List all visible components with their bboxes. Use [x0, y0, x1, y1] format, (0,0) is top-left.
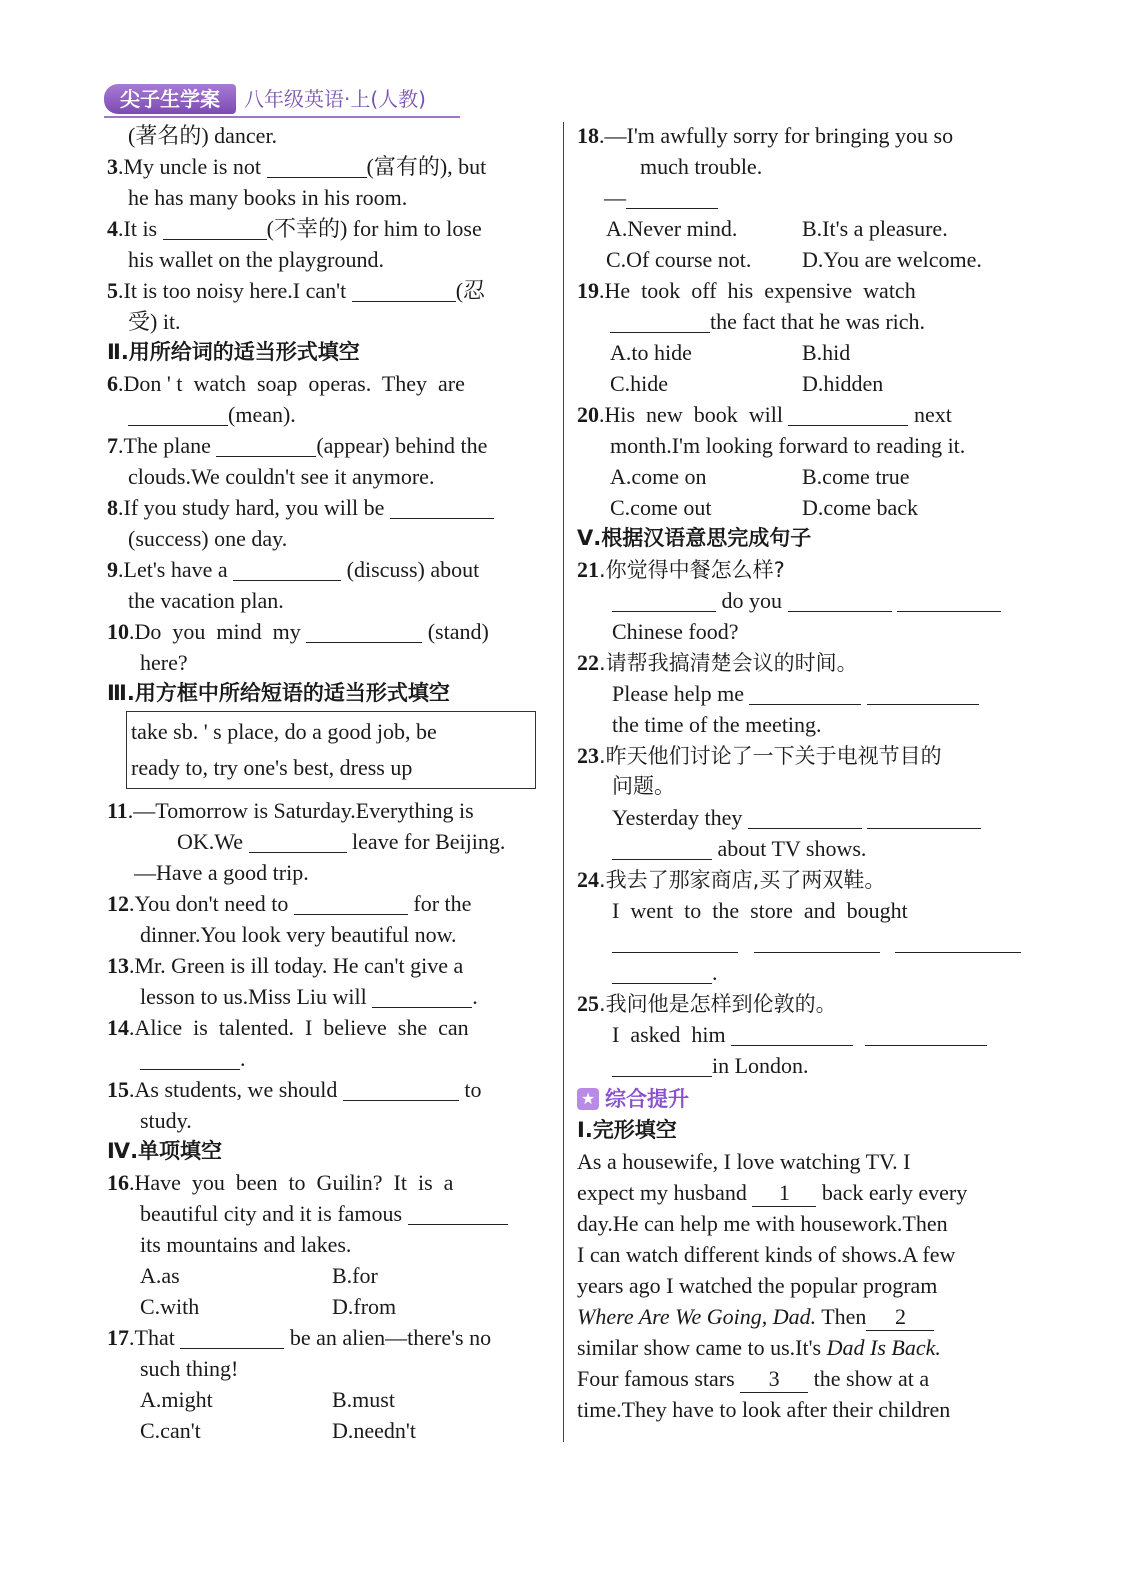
question-22: 22.请帮我搞清楚会议的时间。 [577, 650, 858, 675]
section-I-heading: Ⅰ.完形填空 [577, 1117, 677, 1142]
option-b[interactable]: B.come true [802, 464, 910, 489]
section-5-heading: Ⅴ.根据汉语意思完成句子 [577, 526, 812, 550]
answer-blank[interactable] [865, 1021, 987, 1046]
answer-blank[interactable] [233, 556, 341, 581]
question-14: 14.Alice is talented. I believe she can [107, 1015, 469, 1040]
answer-blank[interactable] [612, 959, 712, 984]
answer-blank[interactable] [895, 928, 1021, 953]
answer-blank[interactable] [867, 680, 979, 705]
option-a[interactable]: A.as [140, 1263, 180, 1288]
answer-blank[interactable] [610, 308, 710, 333]
q2-continuation: (著名的) dancer. [128, 123, 278, 148]
answer-blank[interactable] [612, 1052, 712, 1077]
option-d[interactable]: D.You are welcome. [802, 247, 982, 272]
answer-blank[interactable] [128, 401, 228, 426]
option-b[interactable]: B.It's a pleasure. [802, 216, 948, 241]
section-2-heading: Ⅱ.用所给词的适当形式填空 [107, 340, 360, 364]
comprehensive-section-tag: ★ 综合提升 [577, 1084, 689, 1115]
answer-blank[interactable] [249, 828, 347, 853]
question-13: 13.Mr. Green is ill today. He can't give a [107, 953, 464, 978]
answer-blank[interactable] [749, 680, 861, 705]
question-9: 9.Let's have a (discuss) about [107, 557, 480, 582]
answer-blank[interactable] [731, 1021, 853, 1046]
section-3-heading: Ⅲ.用方框中所给短语的适当形式填空 [107, 681, 450, 705]
option-d[interactable]: D.from [332, 1294, 397, 1319]
question-18: 18.—I'm awfully sorry for bringing you so [577, 123, 954, 148]
question-5: 5.It is too noisy here.I can't (忍 [107, 278, 486, 303]
answer-blank[interactable] [408, 1200, 508, 1225]
answer-blank[interactable] [180, 1324, 284, 1349]
option-d[interactable]: D.come back [802, 495, 919, 520]
question-17: 17.That be an alien—there's no [107, 1325, 492, 1350]
column-divider [563, 122, 564, 1442]
cloze-blank-1[interactable]: 1 [752, 1180, 816, 1207]
option-c[interactable]: C.can't [140, 1418, 201, 1443]
question-8: 8.If you study hard, you will be [107, 492, 551, 523]
answer-blank[interactable] [754, 928, 880, 953]
question-16: 16.Have you been to Guilin? It is a [107, 1170, 454, 1195]
question-11: 11.—Tomorrow is Saturday.Everything is [107, 798, 474, 823]
question-7: 7.The plane (appear) behind the [107, 433, 488, 458]
answer-blank[interactable] [352, 277, 456, 302]
option-b[interactable]: B.hid [802, 340, 851, 365]
answer-blank[interactable] [294, 890, 408, 915]
brand-logo: 尖子生学案 [104, 84, 236, 114]
cloze-blank-3[interactable]: 3 [740, 1366, 808, 1393]
option-a[interactable]: A.to hide [610, 340, 692, 365]
answer-blank[interactable] [390, 494, 494, 519]
question-21: 21.你觉得中餐怎么样? [577, 557, 785, 582]
answer-blank[interactable] [788, 401, 908, 426]
question-24: 24.我去了那家商店,买了两双鞋。 [577, 867, 886, 892]
subject-title: 八年级英语·上(人教) [244, 87, 426, 111]
left-column: (著名的) dancer. 3.My uncle is not (富有的), but he has many books in his room. 4.It is (不幸的) for him to lose his wallet on the playground. 5.It is too noisy here.I can't (忍 受) it. Ⅱ.用所给词的适当形式填空 6.Don ' t watch soap operas. They are (mean). 7.The plane (appear) behind the clouds.We couldn't see it anymore. 8.If you study hard, you will be (success) one day. 9.Let's have a (discuss) about the vacation plan. 10.Do you mind my (stand) here? Ⅲ.用方框中所给短语的适当形式填空 take sb. ' s place, do a good job, be ready to, try one's best, dress up 11.—Tomorrow is Saturday.Everything is OK.We leave for Beijing. —Have a good trip. 12.You don't need to for the dinner.You look very beautiful now. 13.Mr. Green is ill today. He can't give a lesson to us.Miss Liu will . 14.Alice is talented. I believe she can . 15.As students, we should to study. Ⅳ.单项填空 16.Have you been to Guilin? It is a beautiful city and it is famous its mountains and lakes. A.as B.for C.with D.from 17.That be an alien—there's no such thing! A.might B.must C.can't D.needn't [107, 120, 551, 1446]
question-20: 20.His new book will next [577, 402, 952, 427]
answer-blank[interactable] [163, 215, 267, 240]
star-icon: ★ [577, 1088, 599, 1110]
answer-blank[interactable] [267, 153, 367, 178]
answer-blank[interactable] [867, 804, 981, 829]
section-4-heading: Ⅳ.单项填空 [107, 1139, 223, 1163]
answer-blank[interactable] [306, 618, 422, 643]
cloze-blank-2[interactable]: 2 [866, 1304, 934, 1331]
question-6: 6.Don ' t watch soap operas. They are [107, 371, 465, 396]
option-b[interactable]: B.for [332, 1263, 378, 1288]
answer-blank[interactable] [788, 587, 892, 612]
right-column: 18.—I'm awfully sorry for bringing you so much trouble. — A.Never mind. B.It's a pleasure. C.Of course not. D.You are welcome. 19.He took off his expensive watch the fact that he was rich. A.to hide B.hid C.hide D.hidden 20.His new book will next month.I'm looking forward to reading it. A.come on B.come true C.come out D.come back Ⅴ.根据汉语意思完成句子 21.你觉得中餐怎么样? do you Chinese food? 22.请帮我搞清楚会议的时间。 Please help me the time of the meeting. 23.昨天他们讨论了一下关于电视节目的 问题。 Yesterday they about TV shows. 24.我去了那家商店,买了两双鞋。 I went to the store and bought . 25.我问他是怎样到伦敦的。 I asked him in London. ★ 综合提升 Ⅰ.完形填空 As a housewife, I love watching TV. I expect my husband 1 back early every day.He can help me with housework.Then I can watch different kinds of shows.A few years ago I watched the popular program Where Are We Going, Dad. Then 2 similar show came to us.It's Dad Is Back. Four famous stars 3 the show at a time.They have to look after their children [577, 120, 1021, 1425]
option-d[interactable]: D.hidden [802, 371, 884, 396]
option-b[interactable]: B.must [332, 1387, 395, 1412]
answer-blank[interactable] [612, 928, 738, 953]
option-a[interactable]: A.Never mind. [606, 216, 738, 241]
header-underline [104, 116, 460, 118]
option-a[interactable]: A.come on [610, 464, 707, 489]
question-4: 4.It is (不幸的) for him to lose [107, 216, 482, 241]
question-10: 10.Do you mind my (stand) [107, 619, 489, 644]
page-header [104, 84, 484, 116]
option-c[interactable]: C.hide [610, 371, 669, 396]
phrase-box: take sb. ' s place, do a good job, be ready to, try one's best, dress up [126, 711, 536, 789]
option-c[interactable]: C.with [140, 1294, 200, 1319]
answer-blank[interactable] [626, 184, 718, 209]
answer-blank[interactable] [343, 1076, 459, 1101]
question-25: 25.我问他是怎样到伦敦的。 [577, 991, 837, 1016]
option-a[interactable]: A.might [140, 1387, 213, 1412]
answer-blank[interactable] [748, 804, 862, 829]
answer-blank[interactable] [612, 587, 716, 612]
question-15: 15.As students, we should to [107, 1077, 482, 1102]
question-19: 19.He took off his expensive watch [577, 278, 916, 303]
answer-blank[interactable] [140, 1045, 240, 1070]
option-c[interactable]: C.come out [610, 495, 712, 520]
answer-blank[interactable] [216, 432, 316, 457]
option-d[interactable]: D.needn't [332, 1418, 416, 1443]
answer-blank[interactable] [372, 983, 472, 1008]
cloze-passage: As a housewife, I love watching TV. I expect my husband 1 back early every day.He can help me with housework.Then I can watch different kinds of shows.A few years ago I watched the popular program Where Are We Going, Dad. Then 2 similar show came to us.It's Dad Is Back. Four famous stars 3 the show at a time.They have to look after their children [577, 1148, 968, 1422]
answer-blank[interactable] [612, 835, 712, 860]
answer-blank[interactable] [897, 587, 1001, 612]
question-3: 3.My uncle is not (富有的), but [107, 154, 487, 179]
question-12: 12.You don't need to for the [107, 891, 472, 916]
option-c[interactable]: C.Of course not. [606, 247, 752, 272]
question-23: 23.昨天他们讨论了一下关于电视节目的 [577, 743, 942, 768]
